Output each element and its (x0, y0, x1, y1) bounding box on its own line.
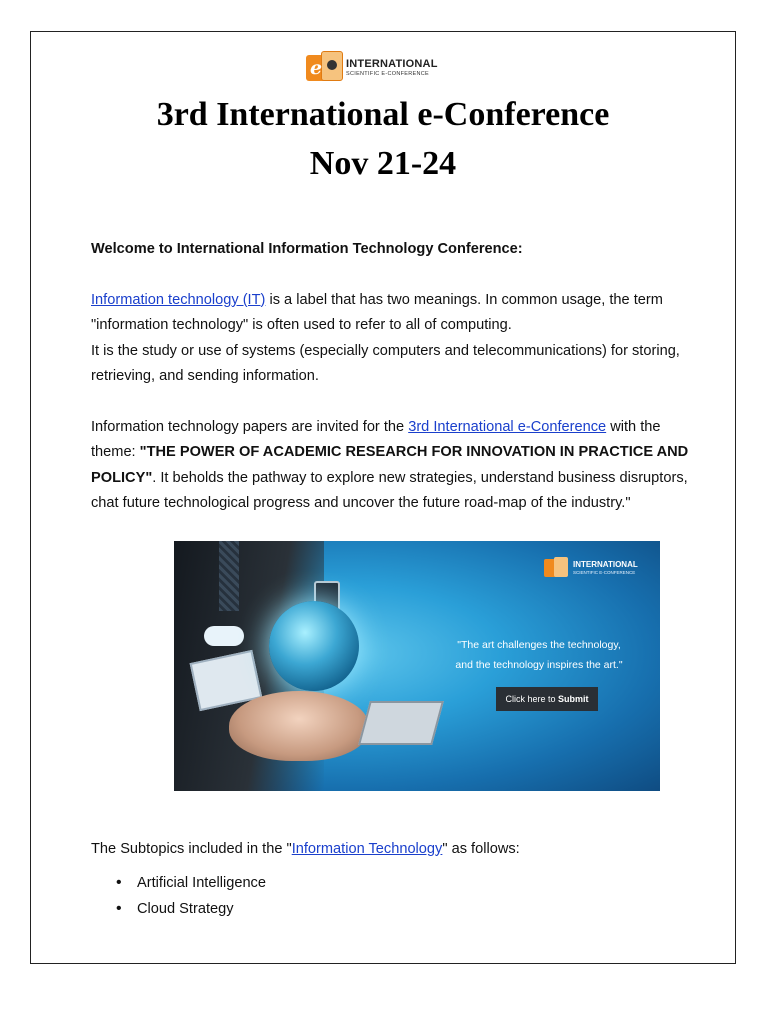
logo-subtitle: SCIENTIFIC E-CONFERENCE (346, 70, 429, 77)
banner-quote: "The art challenges the technology, and the technology inspires the art." (455, 639, 623, 671)
list-item: • Cloud Strategy (116, 896, 266, 922)
subtopics-intro: The Subtopics included in the "Information Technology" as follows: (91, 840, 520, 857)
laptop-icon (358, 701, 444, 745)
page-date: Nov 21-24 (309, 145, 457, 182)
it-subtopics-link[interactable]: Information Technology (291, 840, 443, 857)
logo-emblem-icon: e (306, 51, 342, 85)
submit-button[interactable]: Click here to Submit (496, 687, 598, 711)
logo-name: INTERNATIONAL (346, 57, 438, 70)
theme-text: "THE POWER OF ACADEMIC RESEARCH FOR INNOVATION IN PRACTICE AND POLICY" (91, 444, 689, 486)
document-body (91, 237, 691, 517)
invite-paragraph: Information technology papers are invited for the 3rd International e-Conference with the theme: "THE POWER OF ACADEMIC RESEARCH FOR INNOVATION IN PRACTICE AND POLICY". It beholds the pathway to explore new strategies, understand business disruptors, chat future technological progress and uncover the future road-map of the industry." (91, 418, 689, 511)
hand-image (229, 691, 369, 761)
tie-image (219, 541, 239, 611)
banner-logo-emblem-icon (544, 557, 570, 579)
cloud-icon (204, 626, 244, 646)
it-link[interactable]: Information technology (IT) (91, 291, 266, 308)
banner-logo: INTERNATIONAL SCIENTIFIC E-CONFERENCE (544, 557, 638, 579)
intro-text-2: It is the study or use of systems (especially computers and telecommunications) for storing, retrieving, and sending information. (91, 342, 680, 384)
document-page (30, 31, 736, 964)
globe-icon (269, 601, 359, 691)
intro-text: is a label that has two meanings. In common usage, the term "information technology" is often used to refer to all of computing. (91, 291, 663, 333)
conference-logo (306, 49, 486, 87)
subtopics-list (116, 870, 266, 922)
intro-paragraph (91, 288, 691, 390)
welcome-heading: Welcome to International Information Technology Conference: (91, 241, 523, 257)
list-item: • Artificial Intelligence (116, 870, 266, 896)
conference-link[interactable]: 3rd International e-Conference (408, 418, 607, 435)
conference-banner[interactable] (174, 541, 660, 791)
page-title: 3rd International e-Conference (156, 96, 610, 133)
